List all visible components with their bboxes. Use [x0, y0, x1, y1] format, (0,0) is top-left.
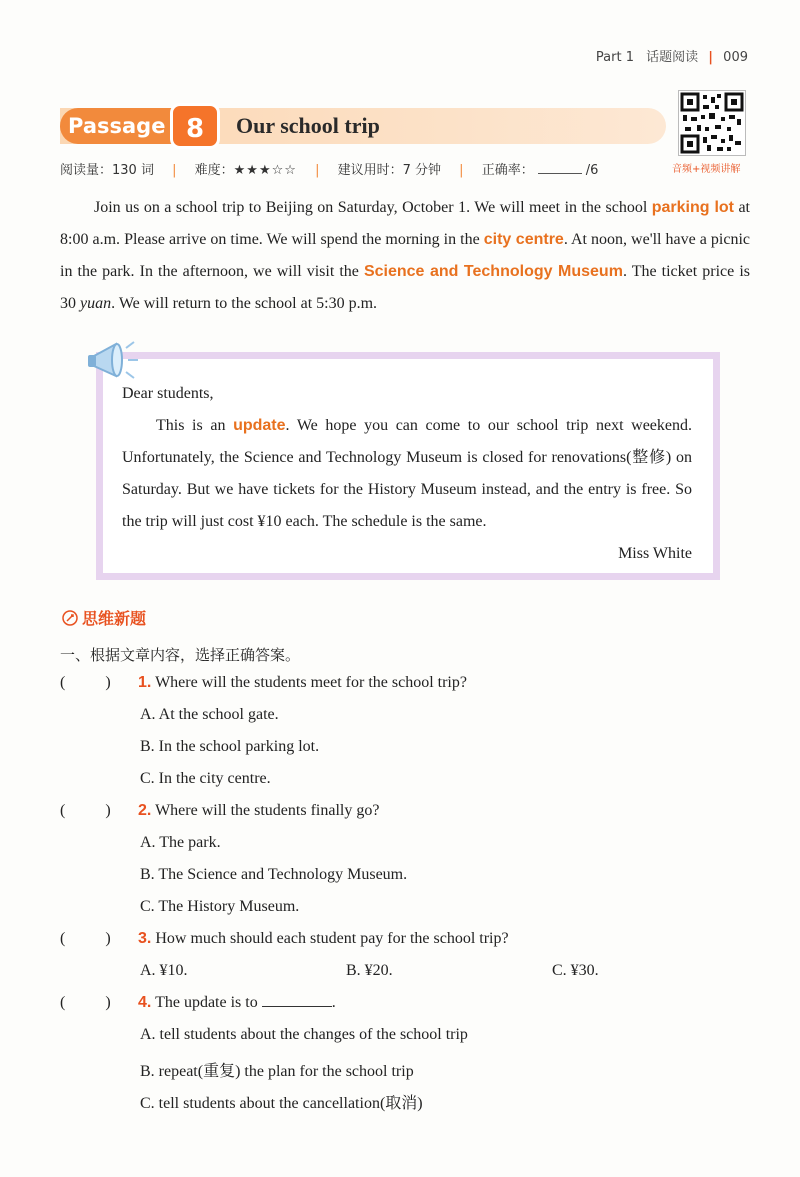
meta-divider: | — [459, 163, 464, 178]
section-title-text: 思维新题 — [82, 609, 147, 628]
option-a[interactable]: A. The park. — [140, 834, 221, 851]
page-title: Our school trip — [236, 113, 380, 138]
qr-label: 音频+视频讲解 — [672, 164, 741, 175]
question-4 — [60, 994, 336, 1012]
option-c[interactable]: C. In the city centre. — [140, 770, 271, 787]
question-text: . — [331, 994, 336, 1011]
accuracy-label: 正确率： — [481, 163, 534, 178]
keyword-highlight: update — [233, 417, 286, 434]
question-2 — [60, 802, 379, 820]
answer-blank[interactable]: ( ) — [60, 994, 111, 1011]
section-label: 话题阅读 — [646, 50, 699, 65]
exercise-instruction: 一、根据文章内容，选择正确答案。 — [60, 646, 301, 664]
answer-blank[interactable]: ( ) — [60, 674, 111, 691]
header-separator: | — [708, 50, 714, 65]
question-1 — [60, 674, 467, 692]
keyword-highlight: parking lot — [651, 199, 734, 216]
passage-text: . The ticket price is 30 — [60, 263, 750, 312]
passage-body — [60, 192, 750, 320]
pen-icon — [62, 610, 78, 626]
question-number: 3. — [138, 930, 152, 947]
option-c[interactable]: C. ¥30. — [552, 962, 599, 979]
passage-number: 8 — [170, 103, 220, 149]
letter-text: This is an — [156, 417, 234, 434]
difficulty-label: 难度： — [194, 163, 234, 178]
passage-text: Join us on a school trip to Beijing on Saturday, October 1. We will meet in the school — [94, 199, 652, 216]
letter-signature: Miss White — [618, 545, 692, 562]
passage-text: at 8:00 a.m. Please arrive on time. We will spend the morning in the — [60, 199, 750, 248]
letter-text: . We hope you can come to our school trip next weekend. Unfortunately, the Science and Technology Museum is closed for renovations(整修) on Saturday. But we have tickets for the History Museum instead, and the entry is free. So the trip will just cost ¥10 each. The schedule is the same. — [122, 417, 693, 530]
passage-text: . We will return to the school at 5:30 p.m. — [111, 295, 378, 312]
qr-code-icon — [679, 91, 745, 155]
difficulty-stars: ★★★☆☆ — [233, 163, 297, 178]
option-a[interactable]: A. tell students about the changes of the school trip — [140, 1026, 468, 1043]
option-b[interactable]: B. repeat(重复) the plan for the school trip — [140, 1063, 414, 1080]
page-number: 009 — [723, 50, 748, 65]
question-number: 1. — [138, 674, 152, 691]
question-number: 4. — [138, 994, 152, 1011]
qr-code[interactable] — [678, 90, 746, 156]
option-b[interactable]: B. ¥20. — [346, 962, 393, 979]
option-a[interactable]: A. ¥10. — [140, 962, 188, 979]
passage-text: . At noon, we'll have a picnic in the park. In the afternoon, we will visit the — [60, 231, 750, 280]
passage-text-italic: yuan — [80, 295, 112, 312]
keyword-highlight: city centre — [483, 231, 564, 248]
keyword-highlight: Science and Technology Museum — [363, 263, 623, 280]
time-label: 建议用时： — [337, 163, 403, 178]
option-c[interactable]: C. tell students about the cancellation(取消) — [140, 1095, 423, 1112]
letter-body — [122, 410, 692, 538]
question-text: Where will the students meet for the school trip? — [155, 674, 467, 691]
section-title — [62, 606, 146, 629]
fill-blank[interactable] — [262, 1006, 332, 1007]
answer-blank[interactable]: ( ) — [60, 802, 111, 819]
question-number: 2. — [138, 802, 152, 819]
question-3 — [60, 930, 509, 948]
meta-divider: | — [172, 163, 177, 178]
word-count: 130 词 — [112, 163, 154, 178]
letter-greeting: Dear students, — [122, 385, 214, 402]
suggested-time: 7 分钟 — [402, 163, 442, 178]
page-header — [596, 46, 748, 65]
meta-divider: | — [315, 163, 320, 178]
passage-tag: Passage — [60, 108, 178, 144]
option-a[interactable]: A. At the school gate. — [140, 706, 279, 723]
reading-meta — [60, 159, 598, 178]
option-b[interactable]: B. The Science and Technology Museum. — [140, 866, 408, 883]
question-text: The update is to — [155, 994, 262, 1011]
letter — [122, 378, 692, 570]
accuracy-blank[interactable] — [538, 173, 582, 174]
option-b[interactable]: B. In the school parking lot. — [140, 738, 320, 755]
question-text: Where will the students finally go? — [155, 802, 380, 819]
word-count-label: 阅读量： — [60, 163, 113, 178]
question-text: How much should each student pay for the school trip? — [155, 930, 509, 947]
accuracy-total: /6 — [585, 163, 599, 178]
option-c[interactable]: C. The History Museum. — [140, 898, 300, 915]
answer-blank[interactable]: ( ) — [60, 930, 111, 947]
part-label: Part 1 — [595, 50, 634, 65]
